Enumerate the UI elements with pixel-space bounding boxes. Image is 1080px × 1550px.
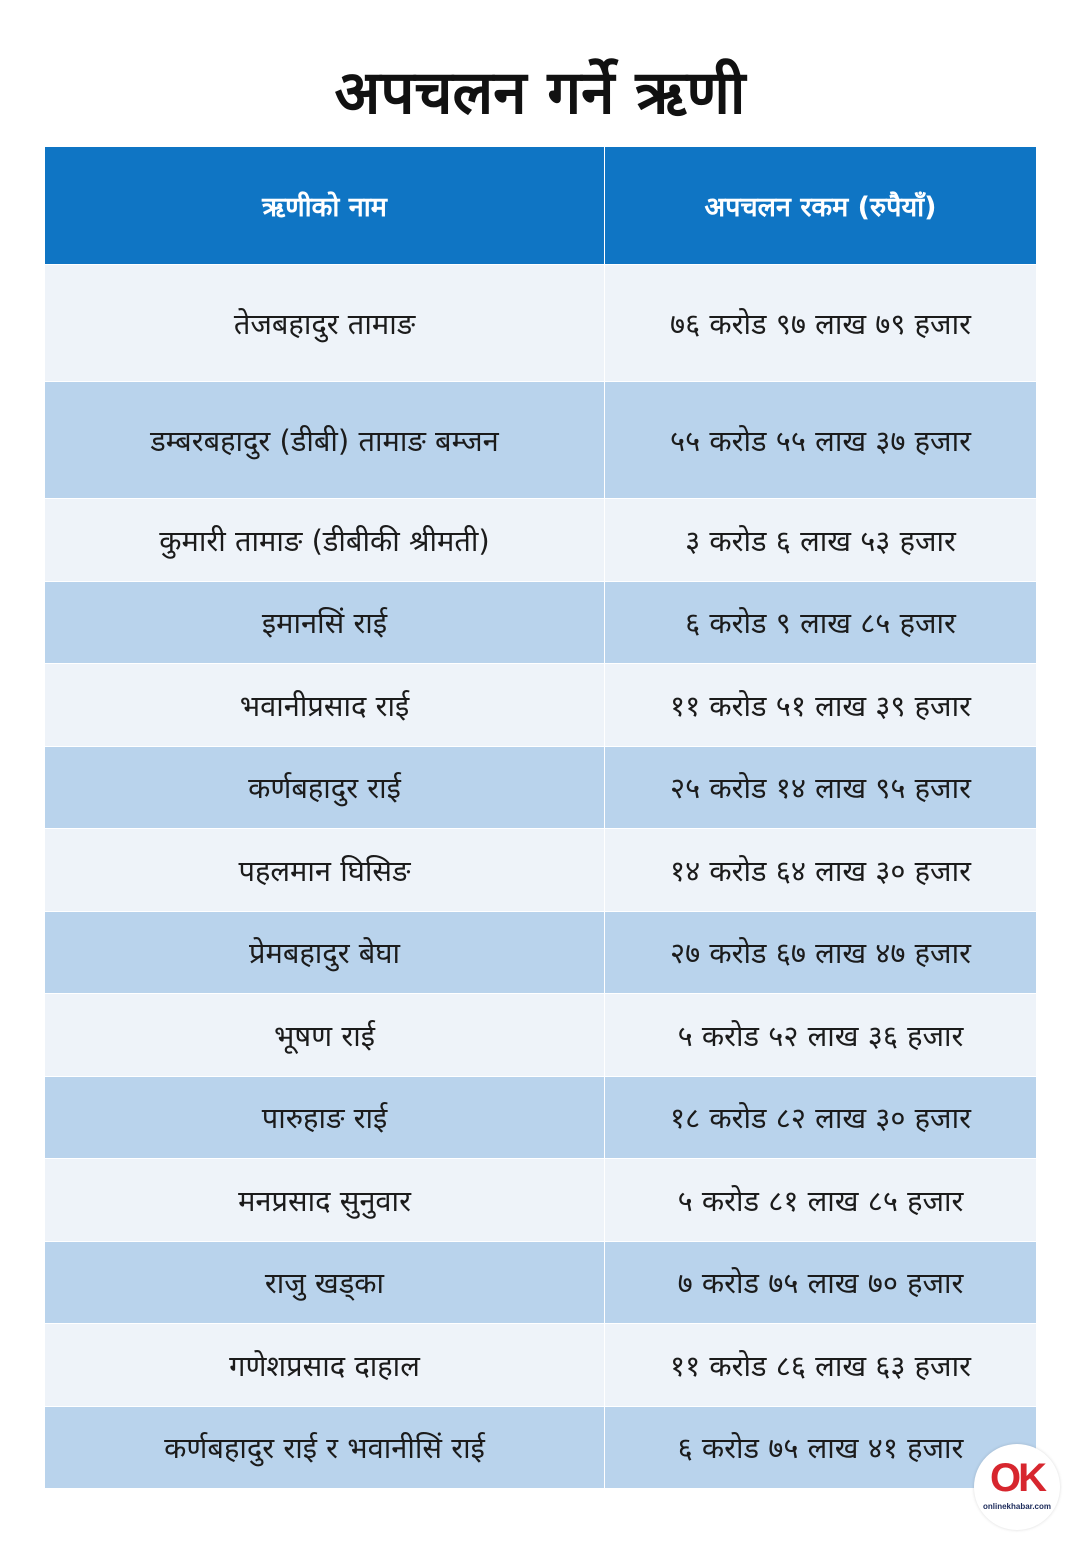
onlinekhabar-logo xyxy=(974,1444,1060,1530)
debtor-name: मनप्रसाद सुनुवार xyxy=(45,1159,605,1242)
table-row xyxy=(45,582,1037,664)
table-row xyxy=(45,912,1037,994)
table-row xyxy=(45,1242,1037,1324)
debtor-amount: ७६ करोड ९७ लाख ७९ हजार xyxy=(605,265,1037,382)
debtor-name: कुमारी तामाङ (डीबीकी श्रीमती) xyxy=(45,499,605,582)
debtor-amount: ३ करोड ६ लाख ५३ हजार xyxy=(605,499,1037,582)
debtor-amount: २५ करोड १४ लाख ९५ हजार xyxy=(605,747,1037,829)
debtor-name: डम्बरबहादुर (डीबी) तामाङ बम्जन xyxy=(45,382,605,499)
debtor-amount: ५ करोड ५२ लाख ३६ हजार xyxy=(605,994,1037,1077)
debtor-name: राजु खड्का xyxy=(45,1242,605,1324)
page-title: अपचलन गर्ने ऋणी xyxy=(334,58,746,128)
table-row xyxy=(45,747,1037,829)
header-name: ऋणीको नाम xyxy=(45,147,605,265)
debtor-name: भवानीप्रसाद राई xyxy=(45,664,605,747)
debtor-amount: ५ करोड ८१ लाख ८५ हजार xyxy=(605,1159,1037,1242)
debtor-name: इमानसिं राई xyxy=(45,582,605,664)
debtor-name: पहलमान घिसिङ xyxy=(45,829,605,912)
debtor-amount: ११ करोड ८६ लाख ६३ हजार xyxy=(605,1324,1037,1407)
debtor-name: भूषण राई xyxy=(45,994,605,1077)
table-row xyxy=(45,664,1037,747)
debtor-amount: ५५ करोड ५५ लाख ३७ हजार xyxy=(605,382,1037,499)
table-row xyxy=(45,1077,1037,1159)
debtor-name: गणेशप्रसाद दाहाल xyxy=(45,1324,605,1407)
debtors-table xyxy=(44,146,1037,1489)
table-row xyxy=(45,1407,1037,1489)
table-row xyxy=(45,1324,1037,1407)
header-amount: अपचलन रकम (रुपैयाँ) xyxy=(605,147,1037,265)
debtor-amount: ६ करोड ९ लाख ८५ हजार xyxy=(605,582,1037,664)
debtor-name: प्रेमबहादुर बेघा xyxy=(45,912,605,994)
debtor-name: तेजबहादुर तामाङ xyxy=(45,265,605,382)
table-row xyxy=(45,382,1037,499)
debtor-amount: २७ करोड ६७ लाख ४७ हजार xyxy=(605,912,1037,994)
table-row xyxy=(45,994,1037,1077)
table-row xyxy=(45,499,1037,582)
debtor-name: कर्णबहादुर राई र भवानीसिं राई xyxy=(45,1407,605,1489)
debtor-amount: १४ करोड ६४ लाख ३० हजार xyxy=(605,829,1037,912)
ok-logo-mark: OK xyxy=(990,1456,1044,1500)
debtor-amount: ६ करोड ७५ लाख ४१ हजार xyxy=(605,1407,1037,1489)
debtor-amount: १८ करोड ८२ लाख ३० हजार xyxy=(605,1077,1037,1159)
debtor-amount: ११ करोड ५१ लाख ३९ हजार xyxy=(605,664,1037,747)
debtor-name: पारुहाङ राई xyxy=(45,1077,605,1159)
table-row xyxy=(45,265,1037,382)
table-row xyxy=(45,1159,1037,1242)
table-header-row xyxy=(45,147,1037,265)
debtor-name: कर्णबहादुर राई xyxy=(45,747,605,829)
logo-wordmark: onlinekhabar.com xyxy=(982,1502,1052,1511)
table-row xyxy=(45,829,1037,912)
debtor-amount: ७ करोड ७५ लाख ७० हजार xyxy=(605,1242,1037,1324)
